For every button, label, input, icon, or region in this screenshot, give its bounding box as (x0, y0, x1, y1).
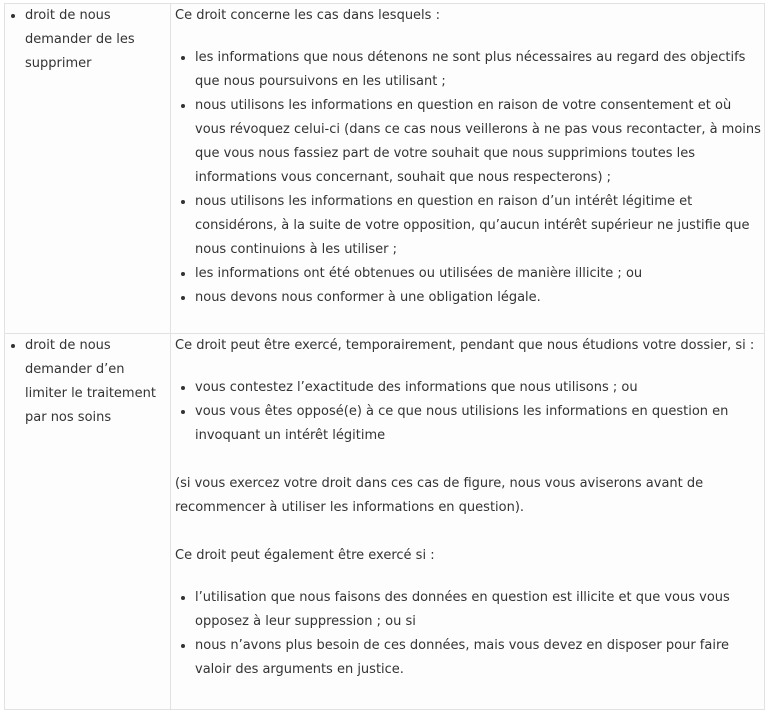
right-name-list (5, 4, 168, 76)
intro-text: Ce droit peut être exercé, temporairement, pendant que nous étudions votre dossier, si : (175, 338, 755, 353)
intro-text-secondary: Ce droit peut également être exercé si : (175, 548, 435, 563)
list-item: les informations ont été obtenues ou utilisées de manière illicite ; ou (195, 262, 764, 286)
table-row (5, 334, 765, 710)
right-description-cell (171, 4, 765, 334)
list-item: nous devons nous conformer à une obligation légale. (195, 286, 764, 310)
table-row (5, 4, 765, 334)
right-name-erasure: droit de nous demander de les supprimer (25, 4, 168, 76)
right-name-list (5, 334, 168, 430)
conditions-list (175, 46, 764, 310)
right-description-cell (171, 334, 765, 710)
note-text: (si vous exercez votre droit dans ces cas de figure, nous vous aviserons avant de recommencer à utiliser les informations en question). (175, 476, 704, 515)
list-item: l’utilisation que nous faisons des données en question est illicite et que vous vous opposez à leur suppression ; ou si (195, 586, 764, 634)
list-item: vous contestez l’exactitude des informations que nous utilisons ; ou (195, 376, 764, 400)
intro-text: Ce droit concerne les cas dans lesquels : (175, 8, 440, 23)
right-name-cell (5, 334, 171, 710)
list-item: nous utilisons les informations en question en raison d’un intérêt légitime et considérons, à la suite de votre opposition, qu’aucun intérêt supérieur ne justifie que nous continuions à les utiliser ; (195, 190, 764, 262)
list-item: nous utilisons les informations en question en raison de votre consentement et où vous révoquez celui-ci (dans ce cas nous veillerons à ne pas vous recontacter, à moins que vous nous fassiez part de votre souhait que nous supprimions toutes les informations vous concernant, souhait que nous respecterons) ; (195, 94, 764, 190)
list-item: vous vous êtes opposé(e) à ce que nous utilisions les informations en question en invoquant un intérêt légitime (195, 400, 764, 448)
list-item: nous n’avons plus besoin de ces données, mais vous devez en disposer pour faire valoir des arguments en justice. (195, 634, 764, 682)
right-name-cell (5, 4, 171, 334)
rights-table (4, 3, 765, 710)
conditions-list-secondary (175, 586, 764, 682)
list-item: les informations que nous détenons ne sont plus nécessaires au regard des objectifs que nous poursuivons en les utilisant ; (195, 46, 764, 94)
conditions-list (175, 376, 764, 448)
right-name-restriction: droit de nous demander d’en limiter le traitement par nos soins (25, 334, 168, 430)
